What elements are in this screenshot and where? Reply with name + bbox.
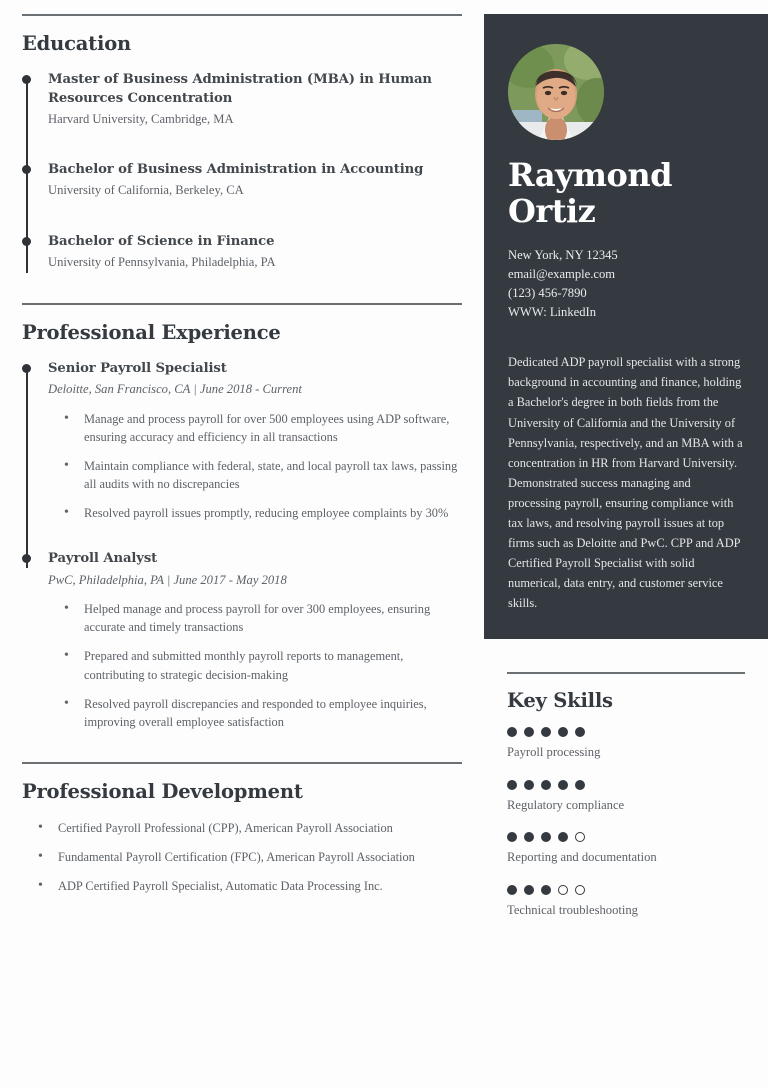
job-title: Senior Payroll Specialist	[48, 360, 227, 376]
rating-dot-icon	[524, 727, 534, 737]
skill-rating	[507, 885, 745, 895]
skill-item	[507, 885, 745, 920]
rating-dot-icon	[507, 885, 517, 895]
job-meta: PwC, Philadelphia, PA | June 2017 - May 2018	[48, 572, 287, 587]
rating-dot-icon	[575, 885, 585, 895]
list-item: • Prepared and submitted monthly payroll reports to management, contributing to strategic decision-making	[62, 647, 462, 683]
job-responsibilities	[48, 600, 462, 731]
section-divider	[22, 762, 462, 764]
section-education	[22, 14, 462, 272]
profile-photo-icon	[508, 44, 604, 140]
skill-label: Regulatory compliance	[507, 797, 625, 812]
skill-rating	[507, 780, 745, 790]
development-list	[22, 819, 462, 895]
skill-label: Payroll processing	[507, 745, 601, 759]
rating-dot-icon	[541, 832, 551, 842]
skill-item	[507, 727, 745, 762]
list-item: • ADP Certified Payroll Specialist, Automatic Data Processing Inc.	[36, 877, 462, 895]
section-title-key-skills: Key Skills	[507, 689, 613, 712]
education-entry	[48, 161, 462, 200]
rating-dot-icon	[558, 832, 568, 842]
rating-dot-icon	[575, 727, 585, 737]
list-item: • Resolved payroll discrepancies and responded to employee inquiries, improving overall employee satisfaction	[62, 695, 462, 731]
education-entry	[48, 233, 462, 272]
rating-dot-icon	[524, 780, 534, 790]
degree-title: Bachelor of Science in Finance	[48, 233, 275, 249]
experience-entry	[48, 550, 462, 731]
rating-dot-icon	[524, 832, 534, 842]
rating-dot-icon	[507, 832, 517, 842]
experience-timeline	[22, 360, 462, 731]
section-key-skills	[507, 672, 745, 938]
rating-dot-icon	[507, 780, 517, 790]
timeline-dot-icon	[22, 554, 31, 563]
contact-website[interactable]: WWW: LinkedIn	[508, 305, 597, 320]
list-item: • Manage and process payroll for over 500 employees using ADP software, ensuring accuracy and efficiency in all transactions	[62, 410, 462, 446]
contact-address: New York, NY 12345	[508, 247, 618, 262]
education-timeline	[22, 71, 462, 272]
section-title-education: Education	[22, 32, 131, 55]
education-entry	[48, 71, 462, 129]
section-title-experience: Professional Experience	[22, 320, 281, 344]
left-column	[22, 14, 462, 906]
rating-dot-icon	[575, 780, 585, 790]
timeline-dot-icon	[22, 75, 31, 84]
job-meta: Deloitte, San Francisco, CA | June 2018 - Current	[48, 382, 302, 397]
job-title: Payroll Analyst	[48, 551, 158, 567]
skill-item	[507, 780, 745, 815]
rating-dot-icon	[507, 727, 517, 737]
avatar	[508, 44, 604, 140]
last-name: Ortiz	[508, 191, 596, 230]
rating-dot-icon	[558, 885, 568, 895]
list-item: • Helped manage and process payroll for over 300 employees, ensuring accurate and timely transactions	[62, 600, 462, 636]
degree-title: Master of Business Administration (MBA) in Human Resources Concentration	[48, 72, 432, 106]
experience-entry	[48, 360, 462, 523]
skill-rating	[507, 727, 745, 737]
rating-dot-icon	[541, 727, 551, 737]
list-item: • Resolved payroll issues promptly, reducing employee complaints by 30%	[62, 504, 462, 522]
rating-dot-icon	[558, 727, 568, 737]
rating-dot-icon	[541, 780, 551, 790]
rating-dot-icon	[558, 780, 568, 790]
institution: University of Pennsylvania, Philadelphia, PA	[48, 255, 276, 270]
profile-panel	[484, 14, 768, 639]
timeline-dot-icon	[22, 237, 31, 246]
rating-dot-icon	[541, 885, 551, 895]
rating-dot-icon	[524, 885, 534, 895]
timeline-dot-icon	[22, 165, 31, 174]
job-responsibilities	[48, 410, 462, 523]
section-divider	[507, 672, 745, 674]
skill-rating	[507, 832, 745, 842]
skill-item	[507, 832, 745, 867]
contact-email[interactable]: email@example.com	[508, 266, 616, 281]
list-item: • Maintain compliance with federal, state, and local payroll tax laws, passing all audits with no discrepancies	[62, 457, 462, 493]
rating-dot-icon	[575, 832, 585, 842]
section-title-development: Professional Development	[22, 779, 303, 803]
professional-summary: Dedicated ADP payroll specialist with a strong background in accounting and finance, holding a Bachelor's degree in both fields from the University of California and the University of Pennsylvania, respectively, and an MBA with a concentration in HR from Harvard University. Demonstrated success managing and processing payroll, ensuring compliance with tax laws, and resolving payroll issues at top firms such as Deloitte and PwC. CPP and ADP Certified Payroll Specialist with solid numerical, data entry, and customer service skills.	[508, 355, 743, 611]
skill-label: Technical troubleshooting	[507, 902, 638, 917]
timeline-dot-icon	[22, 364, 31, 373]
contact-info	[508, 246, 744, 323]
institution: University of California, Berkeley, CA	[48, 183, 244, 198]
institution: Harvard University, Cambridge, MA	[48, 112, 234, 127]
skill-label: Reporting and documentation	[507, 850, 657, 865]
degree-title: Bachelor of Business Administration in Accounting	[48, 161, 424, 177]
section-divider	[22, 303, 462, 305]
first-name: Raymond	[508, 156, 672, 194]
section-divider	[22, 14, 462, 16]
section-professional-experience	[22, 303, 462, 731]
contact-phone[interactable]: (123) 456-7890	[508, 285, 587, 300]
timeline-connector	[26, 368, 28, 568]
list-item: • Certified Payroll Professional (CPP), American Payroll Association	[36, 819, 462, 837]
list-item: • Fundamental Payroll Certification (FPC), American Payroll Association	[36, 848, 462, 866]
section-professional-development	[22, 762, 462, 895]
page-title	[508, 158, 744, 230]
